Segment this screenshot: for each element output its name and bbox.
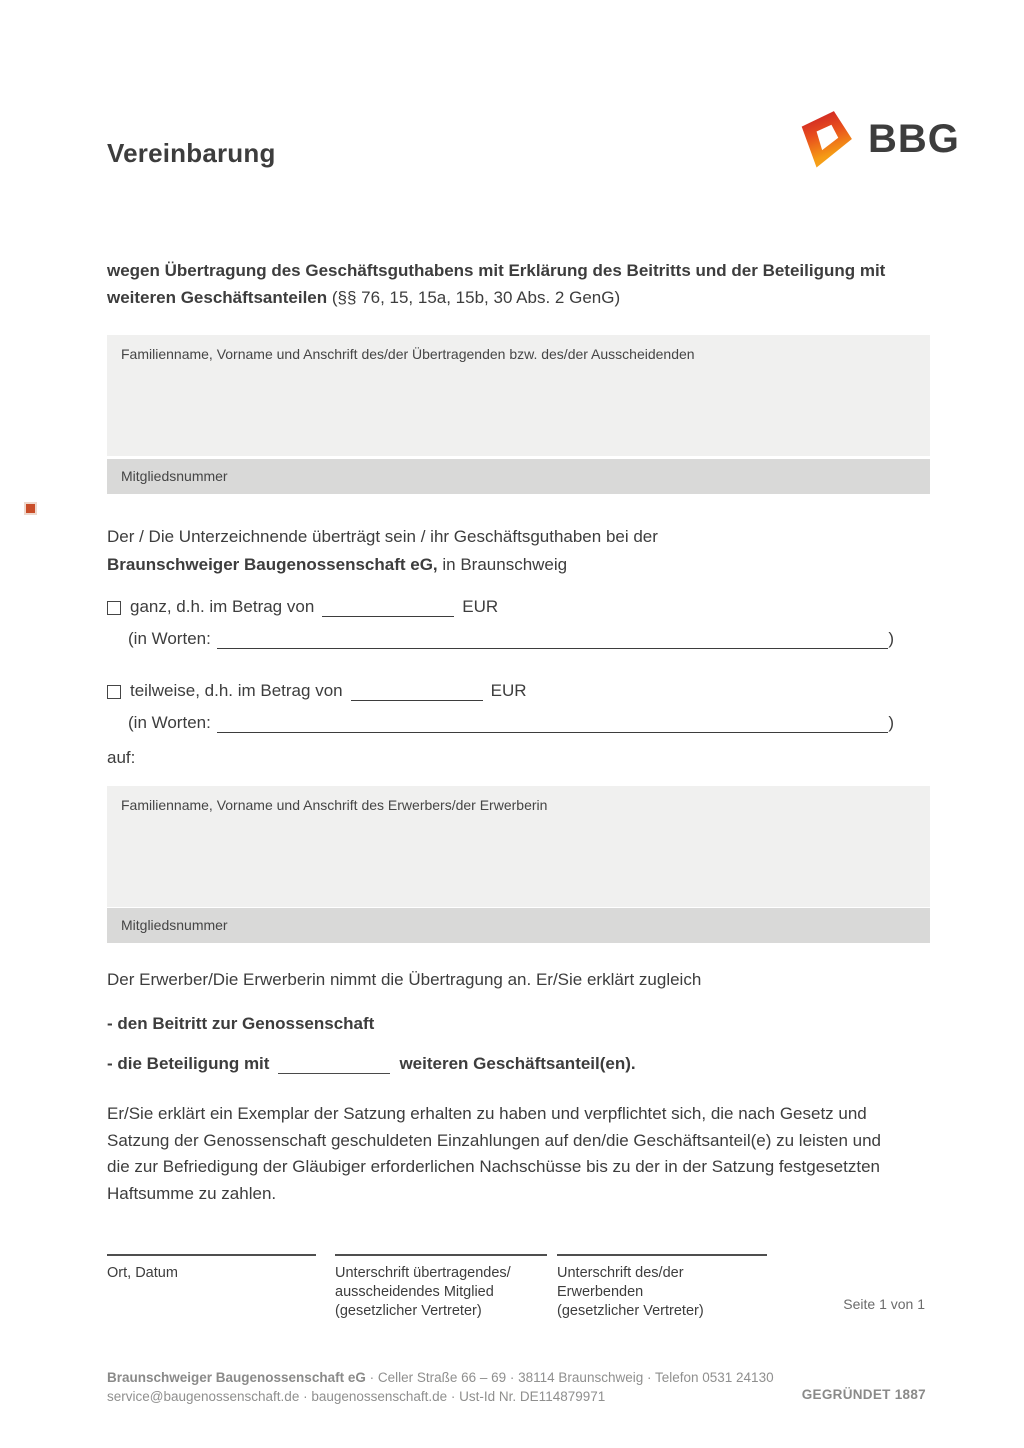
subject-law-reference: (§§ 76, 15, 15a, 15b, 30 Abs. 2 GenG) <box>327 288 621 307</box>
subject-bold-text: wegen Übertragung des Geschäftsguthabens mit Erklärung des Beitritts und der Beteiligung mit weiteren Geschäftsanteilen <box>107 261 886 307</box>
footer-address-line: · Celler Straße 66 – 69 · 38114 Braunschweig · Telefon 0531 24130 <box>365 1370 774 1385</box>
margin-marker-square <box>26 504 35 513</box>
signature-acquirer-label-2: (gesetzlicher Vertreter) <box>557 1303 704 1319</box>
signature-transferor-label-1: Unterschrift übertragendes/ <box>335 1265 511 1281</box>
page-indicator: Seite 1 von 1 <box>843 1296 925 1312</box>
in-words-blank-full[interactable] <box>217 629 889 649</box>
in-words-row-partial <box>128 713 894 733</box>
declaration-suffix: in Braunschweig <box>437 555 568 574</box>
in-words-close-partial: ) <box>888 713 894 732</box>
in-words-blank-partial[interactable] <box>217 713 889 733</box>
in-words-row-full <box>128 629 894 649</box>
footer-contact-line: service@baugenossenschaft.de · baugenossenschaft.de · Ust-Id Nr. DE114879971 <box>107 1389 606 1404</box>
transferor-member-number-label: Mitgliedsnummer <box>121 468 228 484</box>
page-title: Vereinbarung <box>107 138 276 168</box>
company-logo <box>793 106 960 172</box>
participation-prefix: - die Beteiligung mit <box>107 1054 270 1073</box>
founded-label: GEGRÜNDET 1887 <box>801 1387 926 1402</box>
amount-blank-full[interactable] <box>322 597 454 617</box>
option-partial-label: teilweise, d.h. im Betrag von <box>130 681 343 700</box>
in-words-open-full: (in Worten: <box>128 629 211 648</box>
subject-paragraph <box>107 257 917 311</box>
acquirer-member-number-label: Mitgliedsnummer <box>121 917 228 933</box>
signature-transferor-label-2: ausscheidendes Mitglied <box>335 1284 494 1300</box>
transfer-declaration <box>107 523 807 579</box>
acquirer-address-label: Familienname, Vorname und Anschrift des Erwerbers/der Erwerberin <box>121 797 548 813</box>
bbg-cube-icon <box>793 106 855 172</box>
transferor-address-box[interactable] <box>107 335 930 456</box>
signature-transferor-label-3: (gesetzlicher Vertreter) <box>335 1303 482 1319</box>
declaration-line1: Der / Die Unterzeichnende überträgt sein / ihr Geschäftsguthaben bei der <box>107 527 658 546</box>
in-words-close-full: ) <box>888 629 894 648</box>
acceptance-intro: Der Erwerber/Die Erwerberin nimmt die Übertragung an. Er/Sie erklärt zugleich <box>107 970 702 989</box>
option-full-label: ganz, d.h. im Betrag von <box>130 597 315 616</box>
transferor-address-label: Familienname, Vorname und Anschrift des/der Übertragenden bzw. des/der Ausscheidenden <box>121 346 695 362</box>
join-declaration: - den Beitritt zur Genossenschaft <box>107 1014 375 1033</box>
logo-wordmark: BBG <box>868 117 960 161</box>
checkbox-partial-transfer[interactable] <box>107 685 121 699</box>
footer-contact <box>107 1368 787 1406</box>
transferor-member-number-box[interactable] <box>107 459 930 494</box>
acquirer-member-number-box[interactable] <box>107 908 930 943</box>
participation-declaration <box>107 1054 636 1074</box>
satzung-paragraph: Er/Sie erklärt ein Exemplar der Satzung erhalten zu haben und verpflichtet sich, die nach Gesetz und Satzung der Genossenschaft geschuldeten Einzahlungen auf den/die Geschäftsanteil(e) zu leisten und die zur Befriedigung der Gläubiger erforderlichen Nachschüsse bis zu der in der Satzung festgesetzten Haftsumme zu zahlen. <box>107 1104 882 1203</box>
signature-transferor[interactable] <box>335 1254 547 1321</box>
share-count-blank[interactable] <box>278 1054 390 1074</box>
signature-place-date-label: Ort, Datum <box>107 1265 178 1281</box>
amount-blank-partial[interactable] <box>351 681 483 701</box>
option-row-full <box>107 597 498 617</box>
in-words-open-partial: (in Worten: <box>128 713 211 732</box>
checkbox-full-transfer[interactable] <box>107 601 121 615</box>
signature-acquirer[interactable] <box>557 1254 767 1321</box>
signature-place-date[interactable] <box>107 1254 316 1283</box>
participation-suffix: weiteren Geschäftsanteil(en). <box>399 1054 636 1073</box>
auf-label: auf: <box>107 748 136 767</box>
footer-company-name: Braunschweiger Baugenossenschaft eG <box>107 1370 366 1385</box>
signature-acquirer-label-1: Unterschrift des/der Erwerbenden <box>557 1265 684 1300</box>
option-row-partial <box>107 681 527 701</box>
currency-label-partial: EUR <box>490 681 527 700</box>
currency-label-full: EUR <box>462 597 499 616</box>
acquirer-address-box[interactable] <box>107 786 930 907</box>
cooperative-name-bold: Braunschweiger Baugenossenschaft eG, <box>107 555 438 574</box>
